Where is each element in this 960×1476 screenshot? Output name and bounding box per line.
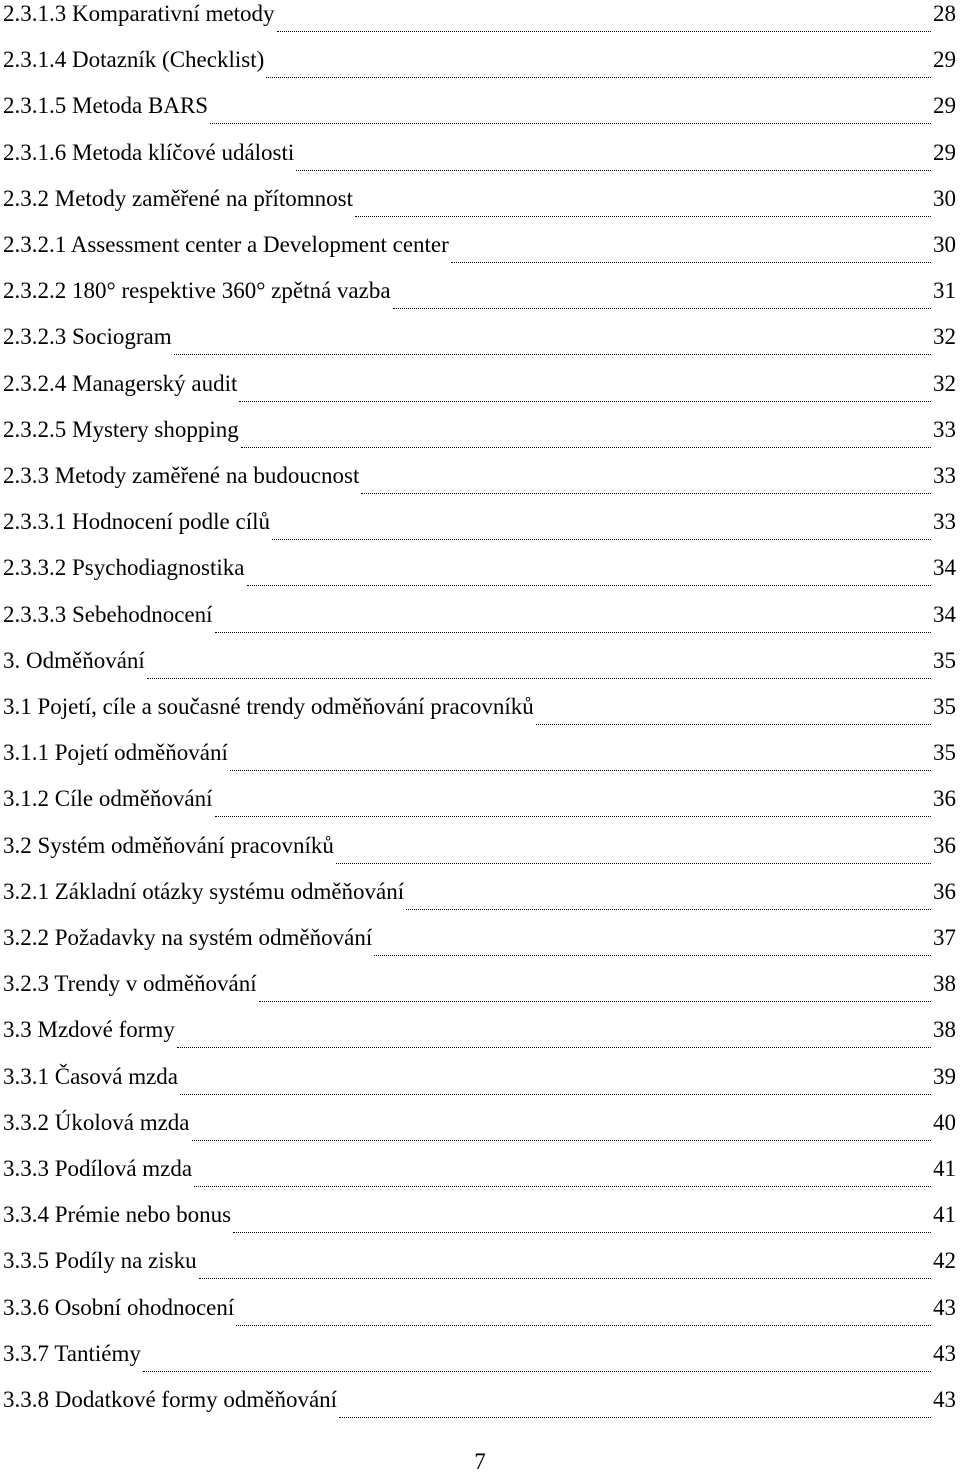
toc-entry[interactable]	[3, 970, 956, 1010]
toc-entry-page: 33	[933, 463, 956, 488]
toc-entry-leader	[272, 531, 931, 540]
toc-entry-leader	[259, 993, 931, 1002]
toc-entry-label: 3.1.1 Pojetí odměňování	[3, 740, 228, 766]
toc-entry-label: 2.3.2 Metody zaměřené na přítomnost	[3, 185, 354, 211]
toc-entry-label: 2.3.1.6 Metoda klíčové události	[3, 139, 295, 165]
toc-entry-page: 32	[933, 370, 956, 396]
toc-entry[interactable]	[3, 92, 956, 132]
toc-entry-leader	[180, 1086, 931, 1095]
toc-entry-leader	[296, 162, 931, 171]
toc-entry[interactable]	[3, 185, 956, 225]
toc-entry-page: 35	[933, 740, 956, 766]
toc-entry-page: 37	[933, 925, 956, 950]
toc-entry-label: 3.3.5 Podíly na zisku	[3, 1248, 197, 1274]
toc-entry-label: 2.3.3.3 Sebehodnocení	[3, 601, 213, 627]
toc-entry-page: 33	[933, 509, 956, 535]
toc-entry-page: 30	[933, 232, 956, 257]
toc-entry-page: 38	[933, 971, 956, 997]
toc-entry-label: 2.3.1.4 Dotazník (Checklist)	[3, 47, 265, 73]
toc-entry[interactable]	[3, 739, 956, 779]
toc-entry-label: 2.3.3 Metody zaměřené na budoucnost	[3, 463, 360, 488]
toc-entry[interactable]	[3, 924, 956, 964]
toc-entry-leader	[215, 624, 931, 633]
toc-entry-label: 3.1.2 Cíle odměňování	[3, 786, 213, 812]
toc-entry-page: 34	[933, 555, 956, 581]
toc-entry-label: 2.3.1.5 Metoda BARS	[3, 93, 209, 119]
toc-entry-page: 32	[933, 324, 956, 350]
toc-entry-page: 43	[933, 1294, 956, 1320]
toc-entry-label: 2.3.2.2 180° respektive 360° zpětná vazba	[3, 278, 391, 304]
toc-entry-page: 36	[933, 832, 956, 858]
toc-entry[interactable]	[3, 0, 956, 40]
toc-entry-page: 36	[933, 878, 956, 904]
toc-entry-label: 3.2 Systém odměňování pracovníků	[3, 832, 334, 858]
toc-entry-leader	[266, 69, 931, 78]
toc-entry-page: 43	[933, 1340, 956, 1366]
toc-entry[interactable]	[3, 1155, 956, 1195]
toc-entry-page: 31	[933, 278, 956, 304]
toc-entry-label: 3.2.2 Požadavky na systém odměňování	[3, 925, 373, 950]
toc-entry[interactable]	[3, 832, 956, 872]
toc-entry-label: 3.3.2 Úkolová mzda	[3, 1109, 190, 1135]
toc-entry-page: 41	[933, 1202, 956, 1228]
page-number: 7	[474, 1449, 486, 1474]
toc-entry-label: 3.2.3 Trendy v odměňování	[3, 971, 257, 997]
toc-entry-label: 3.3 Mzdové formy	[3, 1017, 175, 1043]
toc-entry-leader	[336, 855, 931, 864]
toc-entry[interactable]	[3, 1294, 956, 1334]
toc-entry-page: 35	[933, 694, 956, 719]
toc-entry-leader	[230, 762, 931, 771]
toc-entry[interactable]	[3, 277, 956, 317]
toc-entry-label: 2.3.3.2 Psychodiagnostika	[3, 555, 245, 581]
toc-entry-label: 2.3.2.3 Sociogram	[3, 324, 172, 350]
toc-entry-page: 35	[933, 647, 956, 673]
toc-entry-page: 28	[933, 1, 956, 26]
toc-entry-leader	[393, 300, 931, 309]
toc-entry-leader	[233, 1224, 931, 1233]
toc-entry-leader	[199, 1270, 931, 1279]
toc-entry[interactable]	[3, 1109, 956, 1149]
toc-entry[interactable]	[3, 1016, 956, 1056]
toc-entry-leader	[210, 115, 931, 124]
toc-entry[interactable]	[3, 601, 956, 641]
toc-entry-label: 3. Odměňování	[3, 647, 145, 673]
toc-entry-leader	[339, 1409, 931, 1418]
toc-entry-label: 2.3.3.1 Hodnocení podle cílů	[3, 509, 271, 535]
toc-entry[interactable]	[3, 323, 956, 363]
toc-entry-page: 40	[933, 1109, 956, 1135]
toc-entry-page: 29	[933, 47, 956, 73]
toc-entry-leader	[215, 808, 931, 817]
toc-entry-page: 33	[933, 416, 956, 442]
toc-entry-label: 2.3.2.1 Assessment center a Development center	[3, 232, 449, 257]
toc-entry-label: 2.3.2.4 Managerský audit	[3, 370, 238, 396]
toc-entry-label: 3.3.4 Prémie nebo bonus	[3, 1202, 232, 1228]
toc-entry[interactable]	[3, 693, 956, 733]
toc-entry[interactable]	[3, 785, 956, 825]
toc-entry-leader	[236, 1317, 931, 1326]
toc-entry[interactable]	[3, 139, 956, 179]
toc-entry-page: 39	[933, 1063, 956, 1089]
toc-entry-leader	[406, 901, 931, 910]
toc-entry-page: 34	[933, 601, 956, 627]
toc-entry-leader	[241, 439, 931, 448]
toc-entry[interactable]	[3, 508, 956, 548]
toc-entry-label: 3.3.1 Časová mzda	[3, 1063, 179, 1089]
toc-entry-label: 2.3.1.3 Komparativní metody	[3, 1, 275, 26]
toc-entry-label: 3.3.7 Tantiémy	[3, 1340, 141, 1366]
toc-entry-leader	[192, 1132, 931, 1141]
toc-entry-leader	[247, 577, 932, 586]
toc-entry-page: 36	[933, 786, 956, 812]
toc-entry-leader	[147, 670, 931, 679]
toc-entry-leader	[355, 208, 931, 217]
toc-entry-leader	[143, 1363, 931, 1372]
toc-entry[interactable]	[3, 46, 956, 86]
toc-entry[interactable]	[3, 1247, 956, 1287]
toc-entry[interactable]	[3, 1201, 956, 1241]
toc-entry-page: 38	[933, 1017, 956, 1043]
toc-entry-leader	[239, 393, 931, 402]
toc-entry[interactable]	[3, 370, 956, 410]
toc-entry-page: 29	[933, 139, 956, 165]
toc-entry[interactable]	[3, 1063, 956, 1103]
toc-entry-label: 3.3.3 Podílová mzda	[3, 1156, 193, 1181]
toc-entry-leader	[177, 1039, 931, 1048]
toc-entry-leader	[194, 1178, 931, 1187]
toc-entry-leader	[277, 23, 932, 32]
toc-entry-leader	[451, 254, 931, 263]
toc-entry[interactable]	[3, 647, 956, 687]
toc-entry-label: 2.3.2.5 Mystery shopping	[3, 416, 239, 442]
toc-entry-label: 3.3.8 Dodatkové formy odměňování	[3, 1387, 338, 1412]
toc-entry[interactable]	[3, 1386, 956, 1426]
toc-entry-page: 30	[933, 185, 956, 211]
toc-entry[interactable]	[3, 1340, 956, 1380]
toc-entry-leader	[174, 346, 931, 355]
toc-entry-leader	[374, 947, 931, 956]
toc-entry[interactable]	[3, 878, 956, 918]
toc-entry[interactable]	[3, 554, 956, 594]
toc-entry-label: 3.1 Pojetí, cíle a současné trendy odměňování pracovníků	[3, 694, 534, 719]
toc-entry-leader	[536, 716, 931, 725]
toc-entry-leader	[361, 485, 931, 494]
toc-entry[interactable]	[3, 416, 956, 456]
toc-entry-label: 3.3.6 Osobní ohodnocení	[3, 1294, 235, 1320]
toc-entry-page: 41	[933, 1156, 956, 1181]
toc-entry[interactable]	[3, 462, 956, 502]
toc-entry-label: 3.2.1 Základní otázky systému odměňování	[3, 878, 405, 904]
toc-entry-page: 43	[933, 1387, 956, 1412]
toc-entry[interactable]	[3, 231, 956, 271]
toc-entry-page: 42	[933, 1248, 956, 1274]
toc-entry-page: 29	[933, 93, 956, 119]
